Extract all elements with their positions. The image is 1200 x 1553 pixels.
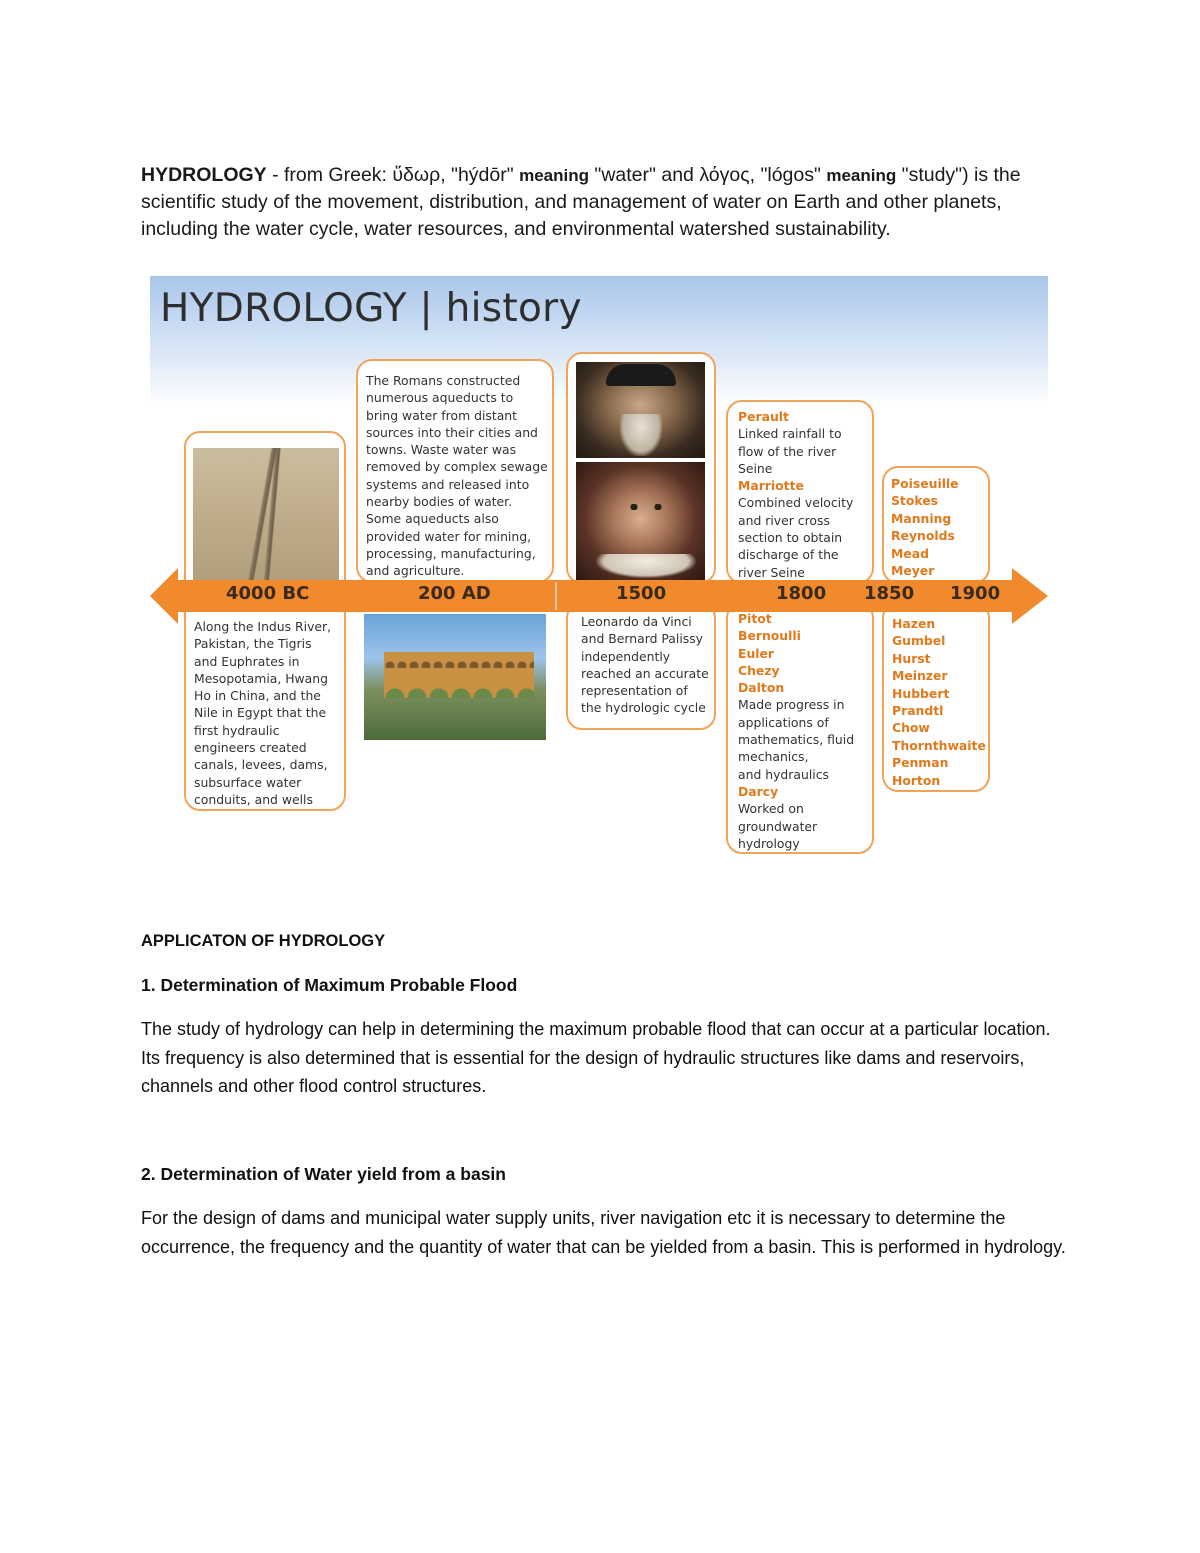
text-line: provided water for mining, xyxy=(366,528,532,544)
text-line: applications of xyxy=(738,714,829,730)
text-line: mechanics, xyxy=(738,749,809,765)
scientist-name: Horton xyxy=(892,772,941,788)
year-4000bc: 4000 BC xyxy=(226,583,310,604)
intro-part3: "study") is the scientific study of the movement, distribution, and management of water on Earth and other planets, including the water cycle, water resources, and environmental watershed sustainability. xyxy=(141,163,1021,240)
text-line: first hydraulic xyxy=(194,722,280,738)
scientist-name: Chezy xyxy=(738,662,780,678)
scientist-name: Pitot xyxy=(738,611,772,626)
text-1800-top xyxy=(738,408,872,581)
intro-paragraph xyxy=(141,162,1071,243)
scientist-name: Reynolds xyxy=(891,528,955,544)
text-line: Made progress in xyxy=(738,697,845,713)
text-line: mathematics, fluid xyxy=(738,732,855,748)
text-line: subsurface water xyxy=(194,774,302,790)
text-line: and Euphrates in xyxy=(194,653,300,669)
scientist-name: Thornthwaite xyxy=(892,737,986,753)
year-200ad: 200 AD xyxy=(418,583,491,604)
intro-part1: - from Greek: ὕδωρ, "hýdōr" xyxy=(266,163,520,186)
scientist-name: Perault xyxy=(738,409,789,424)
text-line: towns. Waste water was xyxy=(366,442,517,458)
text-line: hydrology xyxy=(738,835,800,851)
scientist-name: Gumbel xyxy=(892,633,946,649)
section-2-title: 2. Determination of Water yield from a basin xyxy=(141,1164,506,1184)
text-line: and hydraulics xyxy=(738,766,829,782)
text-line: section to obtain xyxy=(738,530,843,546)
text-line: Nile in Egypt that the xyxy=(194,705,327,721)
year-1900: 1900 xyxy=(950,583,1001,604)
text-line: Linked rainfall to xyxy=(738,426,842,442)
text-line: Combined velocity xyxy=(738,495,854,511)
scientist-name: Marriotte xyxy=(738,478,804,494)
scientist-name: Euler xyxy=(738,645,775,661)
intro-term: HYDROLOGY xyxy=(141,163,267,186)
text-line: bring water from distant xyxy=(366,407,517,423)
text-line: representation of xyxy=(581,683,688,699)
names-1900 xyxy=(892,615,988,789)
section-1-body: The study of hydrology can help in determining the maximum probable flood that can occur at a particular location. Its frequency is also determined that is essential for the design of hydraulic structures like dams and reservoirs, channels and other flood control structures. xyxy=(141,1019,1051,1096)
text-line: canals, levees, dams, xyxy=(194,757,328,773)
text-line: Pakistan, the Tigris xyxy=(194,636,312,652)
text-line: nearby bodies of water. xyxy=(366,494,513,510)
palissy-portrait xyxy=(576,462,705,580)
leonardo-portrait xyxy=(576,362,705,458)
text-line: groundwater xyxy=(738,818,818,834)
text-1500 xyxy=(581,613,715,717)
figure-title: HYDROLOGY | history xyxy=(160,286,582,331)
hydrology-history-figure xyxy=(150,276,1048,866)
section-1-title: 1. Determination of Maximum Probable Flood xyxy=(141,975,518,995)
text-line: Some aqueducts also xyxy=(366,511,499,527)
text-line: and river cross xyxy=(738,512,830,528)
intro-part2: "water" and λόγος, "lógos" xyxy=(589,163,827,186)
text-line: Along the Indus River, xyxy=(194,619,332,634)
scientist-name: Prandtl xyxy=(892,703,944,719)
indus-canal-photo xyxy=(193,448,339,580)
text-line: Mesopotamia, Hwang xyxy=(194,670,328,686)
text-line: The Romans constructed xyxy=(366,373,521,388)
scientist-name: Poiseuille xyxy=(891,476,959,491)
scientist-name: Dalton xyxy=(738,680,785,696)
text-line: engineers created xyxy=(194,740,307,756)
text-line: reached an accurate xyxy=(581,665,709,681)
intro-keyword-2: meaning xyxy=(826,165,897,185)
text-line: removed by complex sewage xyxy=(366,459,548,475)
text-200ad xyxy=(366,372,552,580)
scientist-name: Hazen xyxy=(892,616,936,631)
text-line: the hydrologic cycle xyxy=(581,700,706,716)
scientist-name: Chow xyxy=(892,720,930,736)
text-line: Leonardo da Vinci xyxy=(581,614,692,629)
text-line: flow of the river xyxy=(738,443,837,459)
scientist-name: Stokes xyxy=(891,493,939,509)
text-line: Ho in China, and the xyxy=(194,688,321,704)
text-line: and Bernard Palissy xyxy=(581,631,704,647)
scientist-name: Penman xyxy=(892,755,949,771)
text-line: conduits, and wells xyxy=(194,791,313,807)
scientist-name: Meinzer xyxy=(892,668,948,684)
text-line: processing, manufacturing, xyxy=(366,545,536,561)
text-line: systems and released into xyxy=(366,476,530,492)
scientist-name: Hurst xyxy=(892,650,931,666)
section-2-body: For the design of dams and municipal water supply units, river navigation etc it is necessary to determine the occurrence, the frequency and the quantity of water that can be yielded from a basin. This is performed in hydrology. xyxy=(141,1208,1066,1257)
text-4000bc xyxy=(194,618,344,808)
text-line: discharge of the xyxy=(738,547,839,563)
scientist-name: Bernoulli xyxy=(738,628,801,644)
scientist-name: Darcy xyxy=(738,783,779,799)
text-line: sources into their cities and xyxy=(366,424,538,440)
year-1850: 1850 xyxy=(864,583,915,604)
roman-aqueduct-photo xyxy=(364,614,546,740)
text-line: Worked on xyxy=(738,801,804,817)
applications-heading: APPLICATON OF HYDROLOGY xyxy=(141,932,386,950)
text-line: river Seine xyxy=(738,564,805,580)
text-line: Seine xyxy=(738,460,773,476)
scientist-name: Meyer xyxy=(891,563,935,579)
text-line: and agriculture. xyxy=(366,563,465,579)
scientist-name: Hubbert xyxy=(892,685,950,701)
intro-keyword-1: meaning xyxy=(519,165,589,185)
text-line: independently xyxy=(581,648,671,664)
names-1850 xyxy=(891,475,987,579)
text-line: numerous aqueducts to xyxy=(366,390,514,406)
year-1500: 1500 xyxy=(616,583,667,604)
scientist-name: Manning xyxy=(891,510,952,526)
scientist-name: Mead xyxy=(891,545,929,561)
text-1800-bottom xyxy=(738,610,872,852)
year-1800: 1800 xyxy=(776,583,827,604)
